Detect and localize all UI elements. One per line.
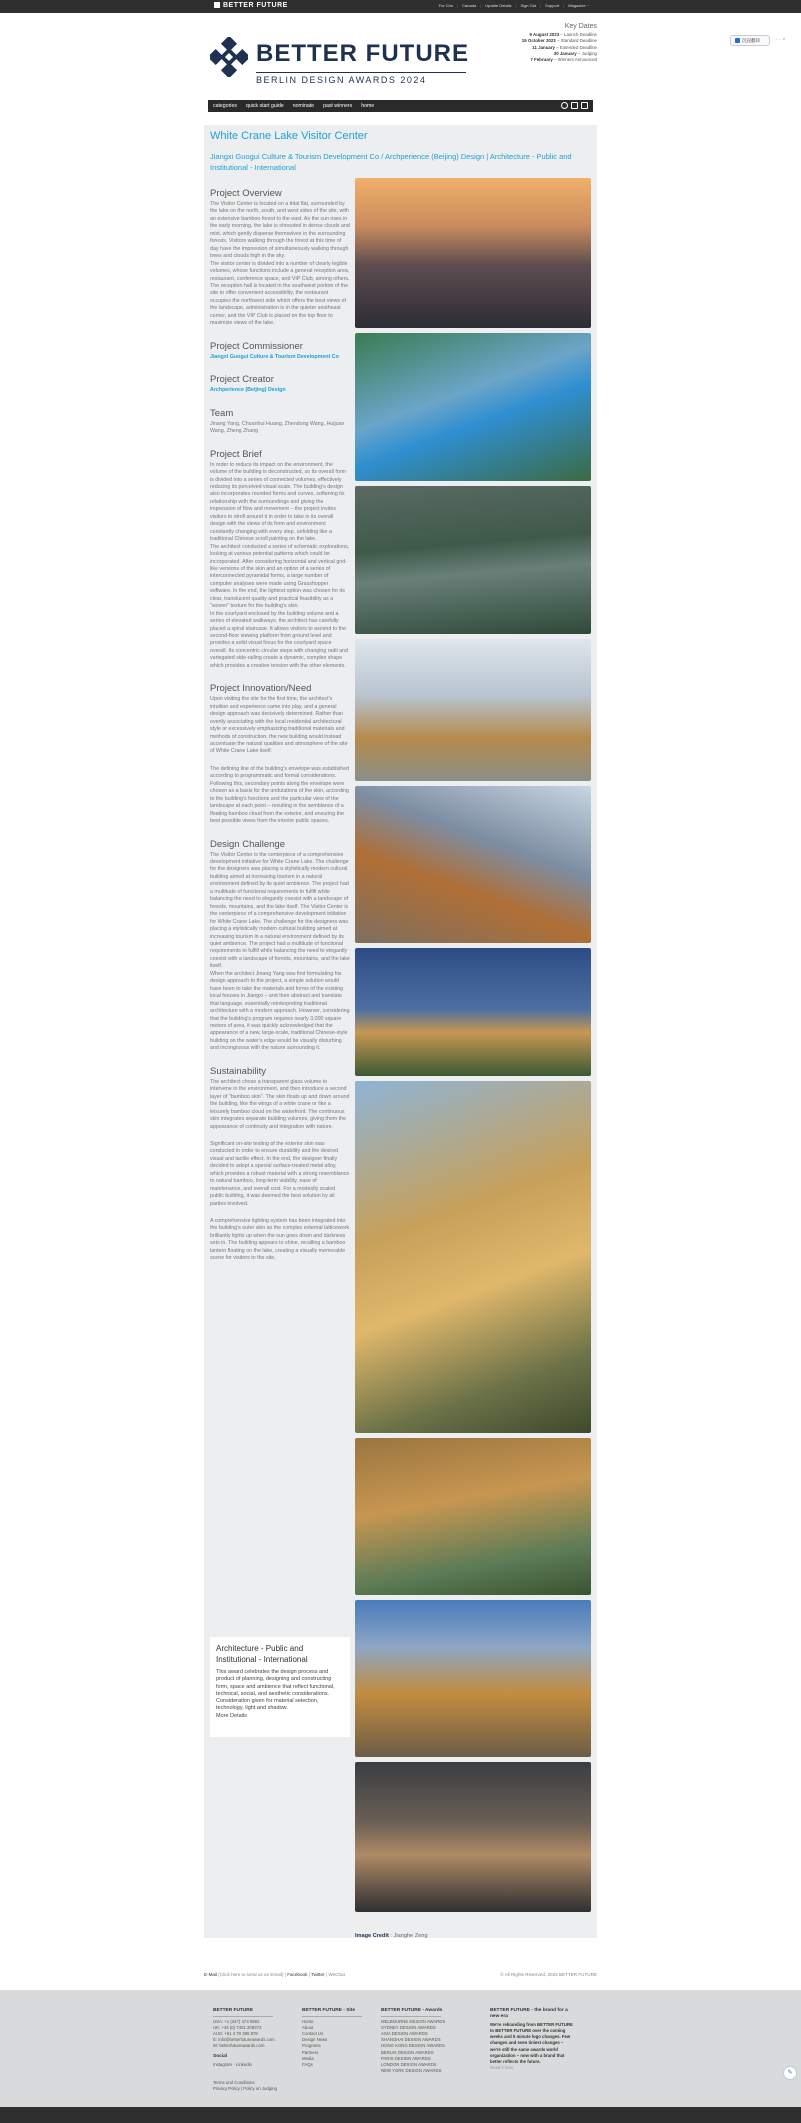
project-photo[interactable] bbox=[355, 786, 591, 943]
footer-link[interactable]: SYDNEY DESIGN AWARDS bbox=[381, 2025, 436, 2031]
footer-link[interactable]: Partners bbox=[302, 2049, 319, 2055]
category-card bbox=[210, 1637, 350, 1737]
footer-site-links bbox=[302, 2008, 372, 2068]
nav-item-past-winners[interactable]: past winners bbox=[323, 103, 353, 109]
footer-social-links[interactable]: Instagram · Linkedin bbox=[213, 2061, 252, 2067]
footer-brand-note bbox=[490, 2008, 575, 2071]
topbar-link[interactable]: Magazine ~ bbox=[568, 3, 589, 8]
footer-phone: USA: +1 (347) 474 0592 bbox=[213, 2019, 260, 2025]
footer-link[interactable]: Contact Us bbox=[302, 2031, 324, 2037]
nav-item-quick-start[interactable]: quick start guide bbox=[245, 103, 284, 109]
footer-link[interactable]: Media bbox=[302, 2055, 314, 2061]
topbar-link[interactable]: For Chn bbox=[438, 3, 454, 8]
project-text-column bbox=[210, 185, 350, 1263]
category-description: This award celebrates the design process and product of planning, designing and constructing form, space and ambience that reflect functional, technical, social, and aesthetic considerations. Consideration given for material selection, technology, light and shadow. bbox=[216, 1669, 335, 1712]
category-link[interactable]: Architecture - Public and Institutional - International bbox=[210, 152, 572, 172]
creator-link[interactable]: Archperience (Beijing) Design bbox=[384, 152, 485, 161]
page-title: White Crane Lake Visitor Center bbox=[210, 130, 368, 142]
terms-link[interactable]: Terms and Conditions bbox=[213, 2079, 255, 2085]
category-title: Architecture - Public and Institutional - International bbox=[216, 1644, 308, 1664]
chat-icon[interactable]: ✎ bbox=[783, 2066, 797, 2080]
twitter-link[interactable]: Twitter bbox=[311, 1972, 325, 1977]
translate-label: 沉浸翻译 bbox=[742, 38, 760, 43]
topbar-logo[interactable] bbox=[214, 2, 288, 9]
instagram-icon[interactable] bbox=[571, 102, 578, 109]
bottom-bar bbox=[0, 2107, 801, 2123]
project-photo[interactable] bbox=[355, 1762, 591, 1912]
team-members: Jinang Yang, Chuanhui Huang, Zhendong Wang, Huijuan Wang, Zheng Zhang bbox=[210, 420, 345, 435]
section-heading: Team bbox=[210, 407, 234, 419]
paragraph: The Visitor Center is located on a tidal flat, surrounded by the lake on the north, south, and west sides of the site, with an extensive bamboo forest to the east. As the sun rises in the early morning, the lake is shrouded in dense clouds and mist, which gently disperse themselves in the surrounding forests. Visitors walking through the forest at this time of day have the impression of simultaneously walking through trees and clouds high in the sky. bbox=[210, 201, 350, 260]
email-label[interactable]: E-Mail bbox=[204, 1972, 218, 1977]
topbar-link[interactable]: Update Details bbox=[485, 3, 512, 8]
footer-link[interactable]: MELBOURNE DESIGN AWARDS bbox=[381, 2019, 446, 2025]
footer-website[interactable]: W: betterfutureawards.com bbox=[213, 2043, 265, 2049]
site-header bbox=[204, 13, 597, 99]
wechat-link[interactable]: WeChat bbox=[328, 1972, 345, 1977]
copyright: © All Rights Reserved, 2023 BETTER FUTURE bbox=[500, 1972, 597, 1977]
footer-link[interactable]: Home bbox=[302, 2019, 314, 2025]
translate-icon bbox=[735, 38, 740, 43]
brand-name[interactable]: BETTER FUTURE bbox=[256, 40, 469, 67]
footer-link[interactable]: LONDON DESIGN AWARDS bbox=[381, 2061, 437, 2067]
topbar-link[interactable]: Sign Out bbox=[520, 3, 537, 8]
commissioner-link[interactable]: Jiangxi Guogui Culture & Tourism Development Co bbox=[210, 353, 339, 360]
project-photo[interactable] bbox=[355, 486, 591, 634]
separator: / bbox=[379, 152, 385, 161]
topbar-link[interactable]: Support bbox=[545, 3, 560, 8]
project-photo[interactable] bbox=[355, 178, 591, 328]
topbar-logo-text: BETTER FUTURE bbox=[223, 2, 288, 9]
image-credit bbox=[355, 1933, 427, 1939]
paragraph: The architect chose a transparent glass volume to intervene in the environment, and then introduce a second layer of "bamboo skin". The skin floats up and down around the building, like the wings of a white crane or like a leisurely bamboo cloud on the waterfront. The continuous skin integrates separate building volumes, giving them the appearance of continuity and integration with nature. bbox=[210, 1078, 350, 1130]
footer-link[interactable]: PARIS DESIGN AWARDS bbox=[381, 2055, 431, 2061]
separator: | bbox=[484, 152, 490, 161]
search-icon[interactable] bbox=[561, 102, 568, 109]
paragraph: The defining line of the building's envelope was established according to programmatic and formal considerations. Following this, secondary points along the envelope were chosen as a basis for the undulations of the skin, according to the building's functions and the particular view of the landscape at each point – resulting in the semblance of a floating bamboo cloud from the exterior, and ensuring the best possible views from the interior public spaces. bbox=[210, 765, 350, 825]
footer-awards-links bbox=[381, 2008, 481, 2074]
nav-item-nominate[interactable]: nominate bbox=[292, 103, 315, 109]
topbar-link[interactable]: Canada bbox=[462, 3, 477, 8]
key-date-row: 19 October 2023 – Standard Deadline bbox=[521, 38, 597, 44]
top-bar bbox=[0, 0, 801, 13]
section-heading: Sustainability bbox=[210, 1065, 266, 1077]
paragraph: When the architect Jinang Yang was first formulating his design approach to the project, a simple solution would have been to take the materials and forms of the existing local houses in Jiangxi – and then abstract and translate that language, essentially reinterpreting traditional architecture with a modern approach. However, considering that the building's program requires nearly 3,000 square meters of area, it was quickly acknowledged that the appearance of a new, large-scale, traditional Chinese-style building on the water's edge would be visually disturbing and incongruous with the nature surrounding it. bbox=[210, 970, 350, 1052]
section-heading: Project Commissioner bbox=[210, 340, 303, 352]
brand-logo-icon[interactable] bbox=[210, 37, 248, 77]
email-link[interactable]: (Click here to send us an Email) bbox=[217, 1972, 285, 1977]
page-subtitle bbox=[210, 151, 590, 173]
project-photo[interactable] bbox=[355, 639, 591, 781]
section-heading: Project Overview bbox=[210, 188, 282, 199]
share-icon[interactable] bbox=[581, 102, 588, 109]
key-dates-title: Key Dates bbox=[564, 23, 597, 30]
footer-contact bbox=[213, 2008, 293, 2092]
image-credit-label: Image Credit bbox=[355, 1933, 389, 1939]
nav-item-categories[interactable]: categories bbox=[213, 103, 237, 109]
main-nav bbox=[208, 100, 593, 112]
footer-phone: AUS: +61 4 70 386 878 bbox=[213, 2031, 258, 2037]
owner-link[interactable]: Jiangxi Guogui Culture & Tourism Development Co bbox=[210, 152, 380, 161]
paragraph: In order to reduce its impact on the environment, the volume of the building is deconstructed, so its overall form is divided into a series of connected volumes, effectively reducing its perceived visual scale. The building's design also incorporates rounded forms and curves, softening its relationship with the surroundings and giving the impression of flow and movement – the project invites visitors to stroll around it in order to take in its overall design with the views of its form and environment constantly changing with every step, unfolding like a traditional Chinese scroll painting on the lake. bbox=[210, 461, 347, 543]
footer-link[interactable]: HONG KONG DESIGN AWARDS bbox=[381, 2043, 445, 2049]
contact-line: E-Mail (Click here to send us an Email) | Facebook | Twitter | WeChat © All Rights Reserved, 2023 BETTER FUTURE bbox=[204, 1972, 597, 1977]
footer-link[interactable]: SHANGHAI DESIGN AWARDS bbox=[381, 2037, 441, 2043]
footer-link[interactable]: About bbox=[302, 2025, 314, 2031]
brand-subtitle: BERLIN DESIGN AWARDS 2024 bbox=[256, 72, 466, 85]
footer-heading: BETTER FUTURE - Awards bbox=[381, 2008, 443, 2013]
topbar-links: For Chn | Canada | Update Details | Sign Out | Support | Magazine ~ bbox=[438, 3, 589, 8]
section-heading: Project Brief bbox=[210, 448, 262, 460]
paragraph: Upon visiting the site for the first time, the architect's intuition and experience came into play, and a general design approach was decisively determined. Rather than overtly associating with the local residential architectural style or excessively emphasizing traditional materials and methods of construction, the new building would instead accentuate the natural qualities and atmosphere of the site of White Crane Lake itself. bbox=[210, 696, 348, 755]
project-photo[interactable] bbox=[355, 1438, 591, 1595]
footer-heading: BETTER FUTURE - Site bbox=[302, 2008, 356, 2013]
privacy-link[interactable]: Privacy Policy | Policy on Judging bbox=[213, 2085, 277, 2091]
footer-heading: Social bbox=[213, 2053, 228, 2059]
paragraph: The Visitor Center is the centerpiece of a comprehensive development initiative for White Crane Lake. The challenge for the designers was placing a stylistically modern cultural building aimed at increasing tourism in a natural environment defined by its quiet ambience. The project had a multitude of functional requirements to fulfill while balancing the need to elegantly coexist with a landscape of forests, mountains, and the lake itself. The Visitor Center is the centerpiece of a comprehensive development initiative for White Crane Lake. The challenge for the designers was placing a stylistically modern cultural building aimed at increasing tourism in a natural environment defined by its quiet ambience. The project had a multitude of functional requirements to fulfill while balancing the need to elegantly coexist with a landscape of forests, mountains, and the lake itself. bbox=[210, 851, 350, 970]
footer-link[interactable]: Design News bbox=[302, 2037, 328, 2043]
section-heading: Design Challenge bbox=[210, 838, 285, 850]
paragraph: Significant on-site testing of the exterior skin was conducted in order to ensure durability and the desired visual and tactile effect. In the end, the designer finally decided to adopt a special surface-treated metal alloy, which provides a robust material with a strong resemblance to natural bamboo, long-term viability, ease of maintenance, and overall cost. For a modestly scaled public building, it was deemed the best solution by all parties involved. bbox=[210, 1140, 350, 1207]
paragraph: The architect conducted a series of schematic explorations, looking at various potential patterns which could be incorporated. After considering horizontal and vertical grid-like versions of the skin and an option of a series of interconnected pyramidal forms, a large number of computer analyses were made using Grasshopper software. In the end, the lightest option was chosen for its clear, translucent quality and practical feasibility as a "woven" texture for the building's skin. bbox=[210, 543, 350, 610]
separator: : bbox=[388, 1933, 394, 1939]
more-details-link[interactable]: More Details bbox=[216, 1712, 247, 1719]
nav-item-home[interactable]: home bbox=[361, 103, 375, 109]
paragraph: In the courtyard enclosed by the building volume and a series of elevated walkways, the architect has carefully placed a spiral staircase. It allows visitors to ascend to the second-floor viewing platform from ground level and provides a solid visual focus for the courtyard space overall. Its concentric circular steps with changing radii and variegated side-railing create a dynamic, complex shape which provides a creative tension with the other elements. bbox=[210, 610, 349, 669]
footer-heading: BETTER FUTURE - the brand for a new era bbox=[490, 2008, 568, 2020]
footer-link[interactable]: Programs bbox=[302, 2043, 321, 2049]
translate-button[interactable] bbox=[730, 35, 770, 46]
footer-link[interactable]: BERLIN DESIGN AWARDS bbox=[381, 2049, 434, 2055]
section-heading: Project Innovation/Need bbox=[210, 683, 312, 695]
read-more-link[interactable]: Read it here bbox=[490, 2064, 514, 2070]
key-date-row: 9 August 2023 – Launch Deadline bbox=[529, 32, 597, 37]
footer-brand-text: We're rebranding from BETTER FUTURE to BETTER FUTURE over the coming weeks and 5 minute logo changes. Few changes and even tiniest changes – we're still the same awards world organization – now with a brand that better reflects the future. bbox=[490, 2022, 573, 2064]
translate-controls[interactable]: ··· × bbox=[776, 37, 786, 43]
project-photo[interactable] bbox=[355, 1600, 591, 1757]
footer-link[interactable]: FAQs bbox=[302, 2061, 313, 2067]
footer-email[interactable]: E: info@betterfutureawards.com bbox=[213, 2037, 275, 2043]
key-date-row: 7 February – Winners Announced bbox=[530, 57, 597, 63]
image-credit-name: Jianghe Zeng bbox=[393, 1933, 428, 1939]
project-photo[interactable] bbox=[355, 948, 591, 1076]
footer-link[interactable]: ASIA DESIGN AWARDS bbox=[381, 2031, 428, 2037]
key-date-row: 11 January – Extended Deadline bbox=[532, 44, 597, 50]
paragraph: A comprehensive lighting system has been integrated into the building's outer skin so the complex external latticework brilliantly lights up when the sun goes down and darkness sets in. The building appears to shine, recalling a bamboo lantern floating on the lake, creating a visually memorable scene for visitors to the site. bbox=[210, 1218, 350, 1262]
facebook-link[interactable]: Facebook bbox=[287, 1972, 308, 1977]
footer-link[interactable]: NEW YORK DESIGN AWARDS bbox=[381, 2067, 442, 2073]
project-content bbox=[204, 125, 597, 1938]
footer-phone: UK: +44 (0) 7451 208373 bbox=[213, 2025, 262, 2031]
key-date-row: 30 January – Judging bbox=[553, 50, 597, 56]
project-photo[interactable] bbox=[355, 333, 591, 481]
creator-link[interactable]: Archperience (Beijing) Design bbox=[210, 387, 286, 394]
paragraph: The visitor center is divided into a number of clearly legible volumes, whose functions include a general reception area, restaurant, conference space, and VIP Club, among others. The reception hall is located in the southwest portion of the site to offer convenient accessibility, the restaurant occupies the northwest side which offers the best views of the landscape, administration is in the quieter southeast corner, and the VIP Club is placed on the top floor to maximize views of the lake. bbox=[210, 260, 350, 327]
site-footer bbox=[0, 1990, 801, 2107]
project-photo[interactable] bbox=[355, 1081, 591, 1433]
key-dates bbox=[522, 22, 597, 63]
section-heading: Project Creator bbox=[210, 374, 274, 386]
footer-heading: BETTER FUTURE bbox=[213, 2008, 253, 2013]
